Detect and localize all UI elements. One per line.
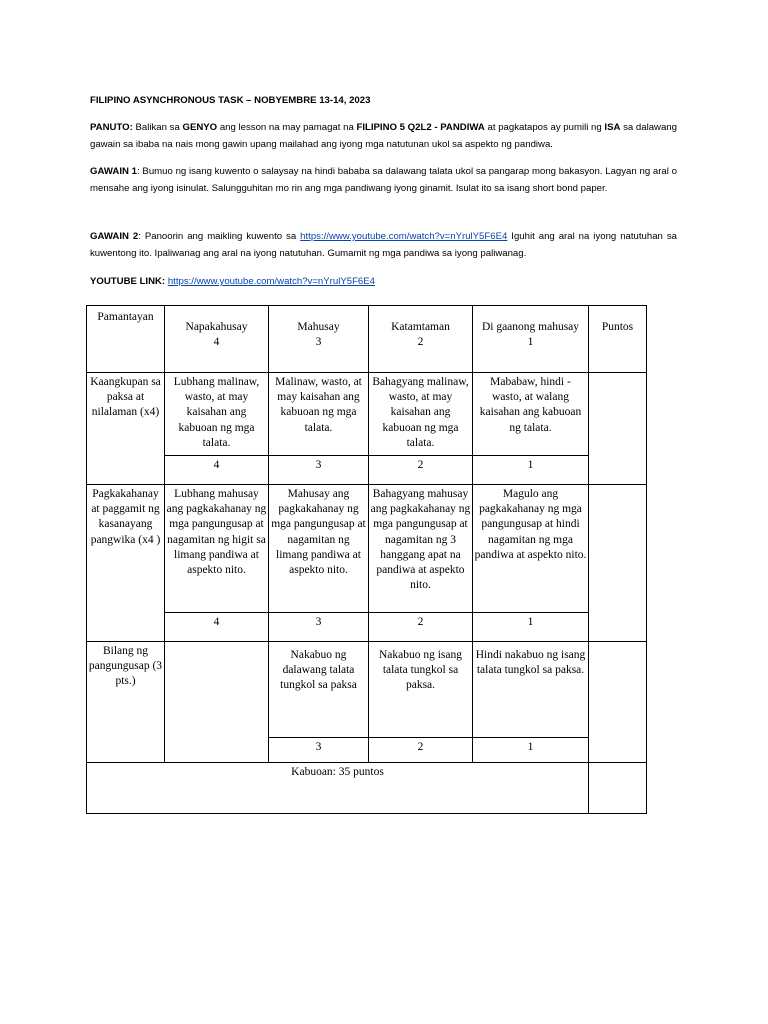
row1-score-1: 1 <box>473 456 589 485</box>
row1-puntos <box>589 373 647 485</box>
genyo-label: GENYO <box>182 122 218 133</box>
gawain1-paragraph <box>90 164 677 197</box>
row1-descriptors <box>87 373 647 456</box>
row3-descriptors <box>87 642 647 738</box>
lesson-title: FILIPINO 5 Q2L2 - PANDIWA <box>356 122 485 133</box>
panuto-label: PANUTO: <box>90 122 133 133</box>
row2-score-3: 3 <box>269 613 369 642</box>
row3-napakahusay <box>165 642 269 763</box>
panuto-text-4: sa dalawang gawain sa ibaba na nais mong gawin upang mailahad ang iyong mga natutunan ukol sa aspekto ng pandiwa. <box>90 122 677 150</box>
row2-mahusay: Mahusay ang pagkakahanay ng mga pangungusap at nagamitan ng limang pandiwa at aspekto nito. <box>269 485 369 613</box>
row1-scores <box>87 456 647 485</box>
header-napakahusay-label: Napakahusay <box>185 321 248 333</box>
gawain1-label: GAWAIN 1 <box>90 166 137 177</box>
total-puntos <box>589 763 647 814</box>
gawain2-paragraph <box>90 229 677 262</box>
row3-score-3: 3 <box>269 738 369 763</box>
row1-score-2: 2 <box>369 456 473 485</box>
isa-label: ISA <box>604 122 621 133</box>
row3-criterion: Bilang ng pangungusap (3 pts.) <box>87 642 165 763</box>
row2-score-4: 4 <box>165 613 269 642</box>
header-katamtaman-label: Katamtaman <box>391 321 450 333</box>
row2-di-gaanong: Magulo ang pagkakahanay ng mga pangungusap at hindi nagamitan ng mga pandiwa at aspekto nito. <box>473 485 589 613</box>
row3-puntos <box>589 642 647 763</box>
row1-katamtaman: Bahagyang malinaw, wasto, at may kaisahan ang kabuoan ng mga talata. <box>369 373 473 456</box>
panuto-text-2: ang lesson na may pamagat na <box>217 122 357 133</box>
document-title: FILIPINO ASYNCHRONOUS TASK – NOBYEMBRE 13-14, 2023 <box>90 95 371 106</box>
header-di-gaanong-mahusay <box>473 306 589 373</box>
total-row <box>87 763 647 814</box>
row3-mahusay: Nakabuo ng dalawang talata tungkol sa paksa <box>269 642 369 738</box>
row1-criterion: Kaangkupan sa paksa at nilalaman (x4) <box>87 373 165 485</box>
rubric-table <box>86 305 647 814</box>
header-mahusay-points: 3 <box>315 336 322 349</box>
youtube-label: YOUTUBE LINK <box>90 276 162 287</box>
header-napakahusay <box>165 306 269 373</box>
row2-criterion: Pagkakahanay at paggamit ng kasanayang pangwika (x4 ) <box>87 485 165 642</box>
header-katamtaman-points: 2 <box>417 336 424 349</box>
header-digaanong-label: Di gaanong mahusay <box>481 321 580 333</box>
row2-puntos <box>589 485 647 642</box>
header-digaanong-points: 1 <box>527 336 534 349</box>
youtube-colon: : <box>161 276 168 287</box>
row1-di-gaanong: Mababaw, hindi - wasto, at walang kaisahan ang kabuoan ng talata. <box>473 373 589 456</box>
header-napakahusay-points: 4 <box>213 336 220 349</box>
row2-score-1: 1 <box>473 613 589 642</box>
row1-napakahusay: Lubhang malinaw, wasto, at may kaisahan ang kabuoan ng mga talata. <box>165 373 269 456</box>
gawain1-text: : Bumuo ng isang kuwento o salaysay na hindi bababa sa dalawang talata ukol sa pangarap mong bakasyon. Lagyan ng aral o mensahe ang iyong isinulat. Salungguhitan mo rin ang mga pandiwang iyong ginamit. Isulat ito sa isang short bond paper. <box>90 166 677 194</box>
row1-mahusay: Malinaw, wasto, at may kaisahan ang kabuoan ng mga talata. <box>269 373 369 456</box>
row3-di-gaanong: Hindi nakabuo ng isang talata tungkol sa paksa. <box>473 642 589 738</box>
panuto-paragraph <box>90 120 677 153</box>
row2-descriptors <box>87 485 647 613</box>
panuto-text-1: Balikan sa <box>132 122 183 133</box>
row3-katamtaman: Nakabuo ng isang talata tungkol sa paksa. <box>369 642 473 738</box>
row2-katamtaman: Bahagyang mahusay ang pagkakahanay ng mga pangungusap at nagamitan ng 3 hanggang apat na pandiwa at aspekto nito. <box>369 485 473 613</box>
panuto-text-3: at pagkatapos ay pumili ng <box>484 122 605 133</box>
kabuoan-total: Kabuoan: 35 puntos <box>87 763 589 814</box>
gawain2-label: GAWAIN 2 <box>90 231 139 242</box>
header-mahusay-label: Mahusay <box>297 321 340 333</box>
row2-scores <box>87 613 647 642</box>
header-puntos: Puntos <box>589 306 647 373</box>
header-katamtaman <box>369 306 473 373</box>
row1-score-3: 3 <box>269 456 369 485</box>
row2-score-2: 2 <box>369 613 473 642</box>
row1-score-4: 4 <box>165 456 269 485</box>
row3-score-2: 2 <box>369 738 473 763</box>
youtube-link-line <box>90 274 677 291</box>
gawain2-text-1: : Panoorin ang maikling kuwento sa <box>138 231 301 242</box>
youtube-link[interactable]: https://www.youtube.com/watch?v=nYrulY5F6E4 <box>167 276 375 287</box>
row2-napakahusay: Lubhang mahusay ang pagkakahanay ng mga pangungusap at nagamitan ng higit sa limang pandiwa at aspekto nito. <box>165 485 269 613</box>
gawain2-text-2: Iguhit ang aral na iyong natutuhan sa kuwentong ito. Ipaliwanag ang aral na iyong natutuhan. Gumamit ng mga pandiwa sa iyong paliwanag. <box>90 231 677 259</box>
rubric-header-row <box>87 306 647 373</box>
row3-score-1: 1 <box>473 738 589 763</box>
gawain2-youtube-link[interactable]: https://www.youtube.com/watch?v=nYrulY5F6E4 <box>300 231 508 242</box>
header-pamantayan: Pamantayan <box>87 306 165 373</box>
header-mahusay <box>269 306 369 373</box>
